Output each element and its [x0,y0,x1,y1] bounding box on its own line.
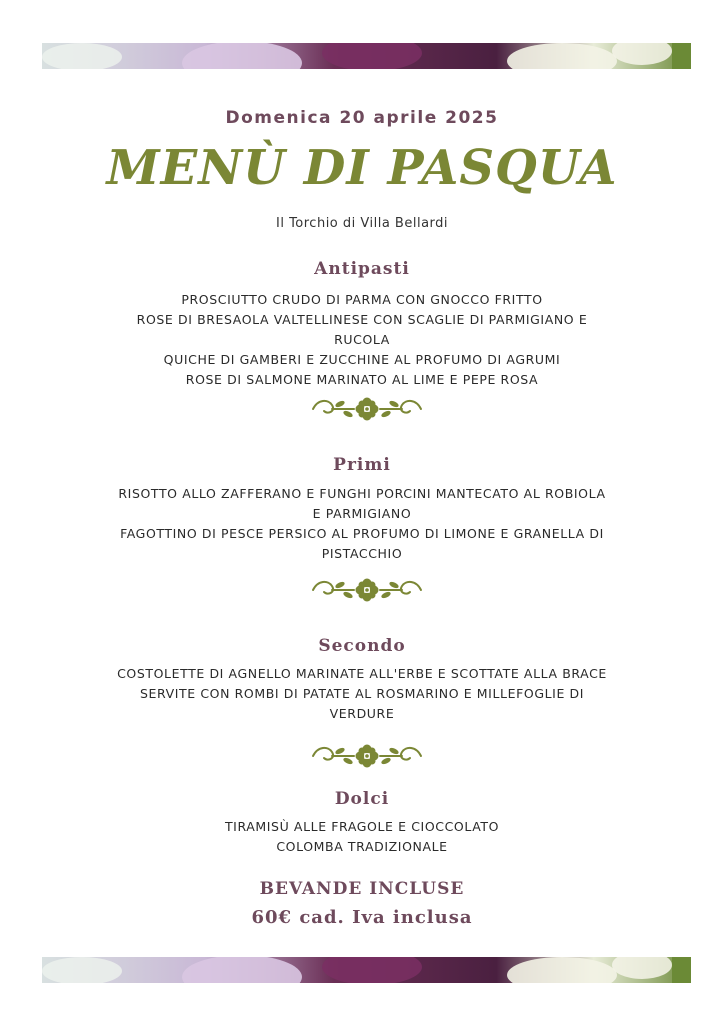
section-title-secondo: Secondo [318,636,406,656]
menu-item: QUICHE DI GAMBERI E ZUCCHINE AL PROFUMO DI AGRUMI [163,352,561,367]
menu-title: MENÙ DI PASQUA [106,140,618,196]
section-title-dolci: Dolci [334,789,390,809]
section-title-primi: Primi [333,455,391,475]
drinks-included: BEVANDE INCLUSE [259,879,465,899]
venue-name: Il Torchio di Villa Bellardi [275,216,449,231]
menu-item: PROSCIUTTO CRUDO DI PARMA CON GNOCCO FRITTO [181,292,543,307]
menu-item: ROSE DI BRESAOLA VALTELLINESE CON SCAGLIE DI PARMIGIANO E [136,312,588,327]
menu-item: RISOTTO ALLO ZAFFERANO E FUNGHI PORCINI MANTECATO AL ROBIOLA [118,486,606,501]
menu-item: PISTACCHIO [321,546,403,561]
floral-ornament-icon [308,393,426,425]
menu-item: SERVITE CON ROMBI DI PATATE AL ROSMARINO E MILLEFOGLIE DI [139,686,585,701]
menu-item: COLOMBA TRADIZIONALE [276,839,448,854]
menu-item: RUCOLA [334,332,390,347]
section-items-secondo [70,664,654,724]
menu-item: ROSE DI SALMONE MARINATO AL LIME E PEPE ROSA [185,372,539,387]
section-title-antipasti: Antipasti [314,259,410,279]
floral-ornament-icon [308,740,426,772]
menu-item: TIRAMISÙ ALLE FRAGOLE E CIOCCOLATO [224,819,500,834]
menu-item: E PARMIGIANO [312,506,412,521]
section-items-antipasti [70,290,654,390]
bottom-flower-banner [42,957,691,983]
section-items-dolci [70,817,654,857]
menu-item: VERDURE [329,706,395,721]
section-items-primi [70,484,654,564]
top-flower-banner [42,43,691,69]
menu-item: FAGOTTINO DI PESCE PERSICO AL PROFUMO DI LIMONE E GRANELLA DI [120,526,604,541]
price-per-person: 60€ cad. Iva inclusa [251,907,473,928]
menu-item: COSTOLETTE DI AGNELLO MARINATE ALL'ERBE E SCOTTATE ALLA BRACE [117,666,607,681]
event-date: Domenica 20 aprile 2025 [225,108,499,128]
floral-ornament-icon [308,574,426,606]
